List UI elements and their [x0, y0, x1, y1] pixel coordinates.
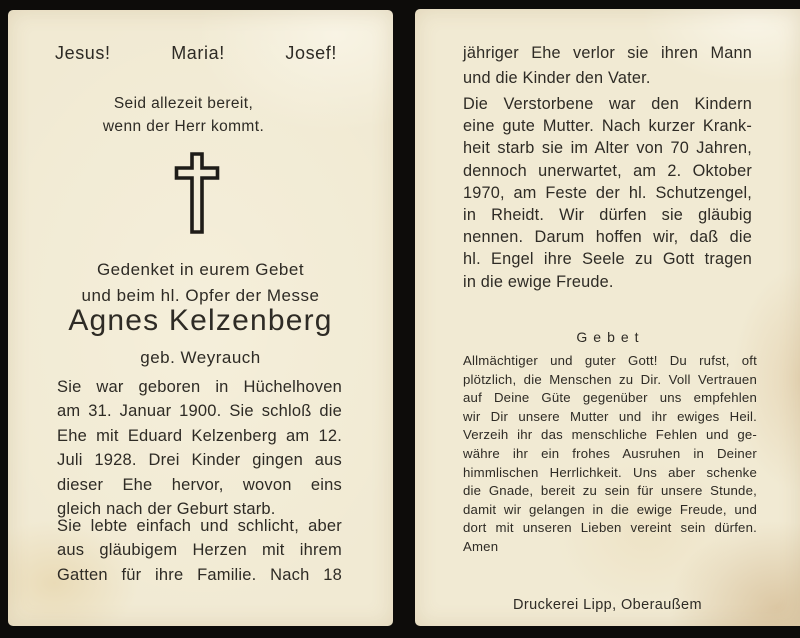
biography-paragraph-3 [463, 41, 752, 91]
text-line: plötzlich, die Menschen zu Dir. Voll Vertrauen [463, 371, 757, 387]
text-line: dort mit unseren Lieben vereint sein dürfen. [463, 520, 757, 536]
text-line: eine gute Mutter. Nach kurzer Krank- [463, 117, 752, 136]
remembrance-line: und beim hl. Opfer der Messe [81, 285, 320, 305]
text-line: in Rheidt. Wir dürfen sie gläubig [463, 206, 752, 225]
motto-line: Seid allezeit bereit, [113, 95, 254, 112]
text-line: Juli 1928. Drei Kinder gingen aus [57, 451, 342, 470]
invocation-josef: Josef! [285, 43, 337, 63]
text-line: dieser Ehe hervor, wovon eins [57, 475, 342, 494]
memorial-card-left-page [8, 10, 393, 626]
text-line: dennoch unerwartet, am 2. Oktober [463, 161, 752, 180]
text-line: Ehe mit Eduard Kelzenberg am 12. [57, 426, 342, 445]
prayer-amen: Amen [463, 538, 499, 554]
printer-credit: Druckerei Lipp, Oberaußem [513, 597, 702, 613]
text-line: wir Dir unsere Mutter und ihr ewiges Heil. [463, 408, 757, 424]
text-line: 1970, am Feste der hl. Schutzengel, [463, 183, 752, 202]
invocation-row [55, 43, 337, 64]
text-line: aus gläubigem Herzen mit ihrem [57, 541, 342, 560]
biography-paragraph-4 [463, 93, 752, 293]
prayer-text [463, 352, 757, 557]
text-line: und die Kinder den Vater. [463, 69, 651, 87]
text-line: am 31. Januar 1900. Sie schloß die [57, 402, 342, 421]
text-line: in die ewige Freude. [463, 272, 614, 291]
text-line: die Gnade, bereit zu sein für unsere Stunde, [463, 483, 757, 499]
memorial-card-right-page [415, 9, 800, 626]
latin-cross-icon [8, 152, 386, 234]
text-line: jähriger Ehe verlor sie ihren Mann [463, 44, 752, 62]
text-line: Sie lebte einfach und schlicht, aber [57, 517, 342, 535]
text-line: nennen. Darum hoffen wir, daß die [463, 228, 752, 247]
biography-paragraph-2 [57, 514, 342, 587]
text-line: damit wir gelangen in die ewige Freude, und [463, 501, 757, 517]
deceased-name: Agnes Kelzenberg [68, 304, 333, 337]
motto-text [8, 92, 393, 138]
text-line: himmlischen Herrlichkeit. Uns aber schenke [463, 464, 757, 480]
remembrance-lines [8, 257, 393, 308]
text-line: Gatten für ihre Familie. Nach 18 [57, 565, 342, 584]
text-line: gleich nach der Geburt starb. [57, 500, 276, 519]
maiden-name: geb. Weyrauch [140, 348, 261, 367]
text-line: Sie war geboren in Hüchelhoven [57, 378, 342, 396]
text-line: auf Deine Güte gegenüber uns empfehlen [463, 390, 757, 406]
invocation-maria: Maria! [171, 43, 225, 63]
motto-line: wenn der Herr kommt. [102, 118, 265, 135]
text-line: Verzeih ihr das menschliche Fehlen und ge- [463, 427, 757, 443]
latin-cross-icon [173, 152, 221, 234]
prayer-title: Gebet [576, 329, 645, 345]
text-line: währe ihr ein frohes Ausruhen in Deiner [463, 445, 757, 461]
text-line: hl. Engel ihre Seele zu Gott tragen [463, 250, 752, 269]
text-line: Allmächtiger und guter Gott! Du rufst, oft [463, 353, 757, 368]
text-line: Die Verstorbene war den Kindern [463, 95, 752, 113]
text-line: heit starb sie im Alter von 70 Jahren, [463, 139, 752, 158]
remembrance-line: Gedenket in eurem Gebet [96, 260, 305, 279]
invocation-jesus: Jesus! [55, 43, 111, 63]
biography-paragraph-1 [57, 375, 342, 521]
